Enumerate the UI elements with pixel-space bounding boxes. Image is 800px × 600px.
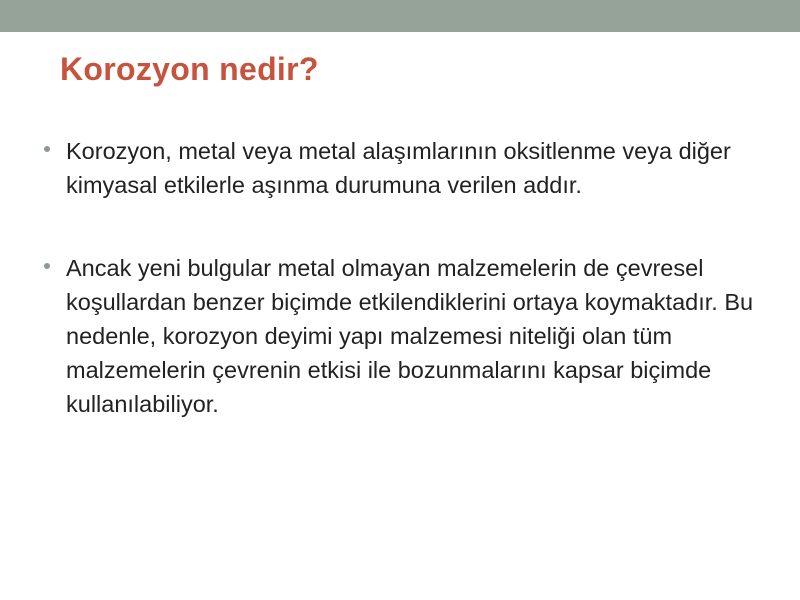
top-accent-bar bbox=[0, 0, 800, 32]
bullet-dot-icon bbox=[44, 146, 50, 152]
bullet-item bbox=[40, 134, 760, 202]
bullet-list bbox=[40, 134, 760, 421]
bullet-dot-icon bbox=[44, 263, 50, 269]
slide-title: Korozyon nedir? bbox=[60, 51, 319, 87]
bullet-item bbox=[40, 251, 760, 421]
bullet-text: Ancak yeni bulgular metal olmayan malzemelerin de çevresel koşullardan benzer biçimde etkilendiklerini ortaya koymaktadır. Bu nedenle, korozyon deyimi yapı malzemesi niteliği olan tüm malzemelerin çevrenin etkisi ile bozunmalarını kapsar biçimde kullanılabiliyor. bbox=[66, 255, 754, 417]
bullet-text: Korozyon, metal veya metal alaşımlarının oksitlenme veya diğer kimyasal etkilerle aşınma durumuna verilen addır. bbox=[66, 138, 731, 198]
